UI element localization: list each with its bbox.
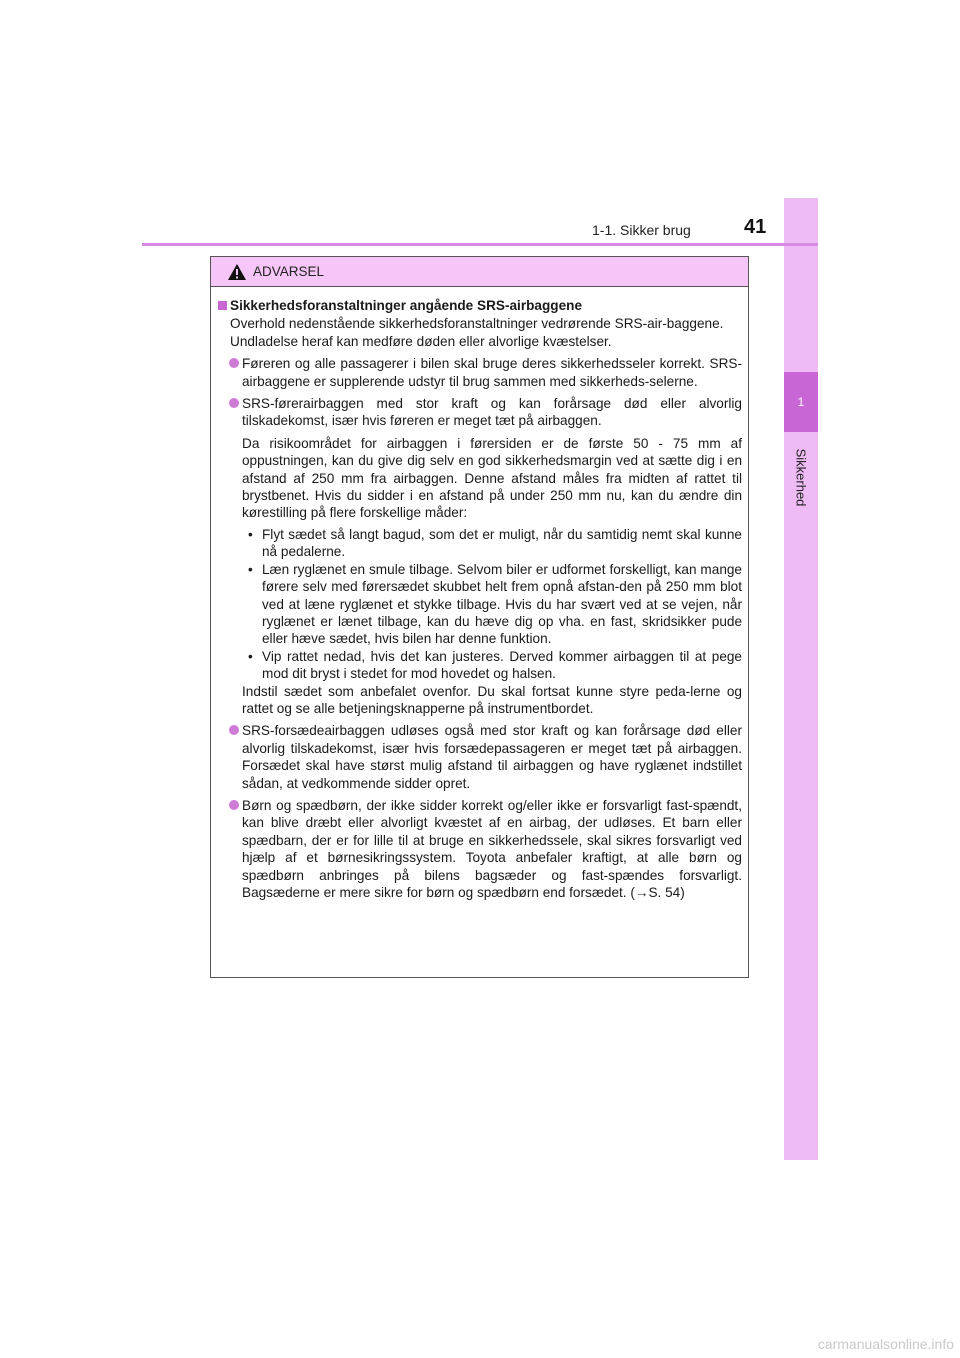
circle-bullet-icon — [229, 800, 239, 810]
warning-header — [211, 257, 748, 287]
list-item — [218, 355, 742, 390]
list-item-text: SRS-forsædeairbaggen udløses også med stor kraft og kan forårsage død eller alvorlig tilskadekomst, især hvis forsædepassageren er meget tæt på airbaggen. Forsædet skal have størst mulig afstand til airbaggen og have ryglænet indstillet sådan, at vedkommende sidder opret. — [242, 723, 742, 791]
adjustment-list — [218, 526, 742, 683]
circle-bullet-icon — [229, 725, 239, 735]
list-item — [218, 722, 742, 792]
circle-bullet-icon — [229, 358, 239, 368]
watermark: carmanualsonline.info — [817, 1336, 954, 1352]
list-item — [218, 797, 742, 901]
warning-heading-text: Sikkerhedsforanstaltninger angående SRS-airbaggene — [230, 298, 583, 313]
section-title: 1-1. Sikker brug — [592, 222, 691, 238]
chapter-number: 1 — [797, 395, 805, 409]
warning-body — [211, 287, 748, 901]
list-item — [218, 395, 742, 430]
list-item-text: Føreren og alle passagerer i bilen skal bruge deres sikkerhedsseler korrekt. SRS-airbaggene er supplerende udstyr til brug sammen med sikkerheds-selerne. — [242, 356, 742, 389]
list-item-text: Vip rattet nedad, hvis det kan justeres. Derved kommer airbaggen til at pege mod dit bryst i stedet for mod hovedet og halsen. — [262, 648, 742, 682]
chapter-title: Sikkerhed — [793, 448, 809, 506]
page-number: 41 — [744, 216, 767, 238]
chapter-title-tab — [784, 432, 818, 522]
list-item — [218, 648, 742, 683]
chapter-number-tab[interactable] — [784, 372, 818, 432]
list-item-text: SRS-førerairbaggen med stor kraft og kan forårsage død eller alvorlig tilskadekomst, især hvis føreren er meget tæt på airbaggen. — [242, 396, 742, 429]
warning-title: ADVARSEL — [253, 264, 325, 279]
chapter-sidebar — [784, 198, 818, 1160]
seat-paragraph: Indstil sædet som anbefalet ovenfor. Du skal fortsat kunne styre peda-lerne og rattet og se alle betjeningsknapperne på instrumentbordet. — [242, 683, 742, 716]
warning-triangle-icon — [227, 263, 247, 281]
header-divider — [142, 243, 818, 246]
dot-bullet-icon: • — [248, 526, 253, 542]
circle-bullet-icon — [229, 398, 239, 408]
intro-paragraph: Undladelse heraf kan medføre døden eller alvorlige kvæstelser. — [230, 333, 612, 349]
square-bullet-icon — [218, 301, 227, 310]
list-item-text: Flyt sædet så langt bagud, som det er muligt, når du samtidig nemt skal kunne nå pedalerne. — [262, 526, 742, 560]
list-item — [218, 526, 742, 561]
dot-bullet-icon: • — [248, 648, 253, 664]
warning-box — [210, 256, 749, 978]
detail-paragraph: Da risikoområdet for airbaggen i førersiden er de første 50 - 75 mm af oppustningen, kan du give dig selv en god sikkerhedsmargin ved at sætte dig i en afstand af 250 mm fra airbaggen. Denne afstand måles fra midten af rattet til brystbenet. Hvis du sidder i en afstand på under 250 mm nu, kan du ændre din kørestilling på flere forskellige måder: — [242, 435, 742, 521]
warning-heading — [218, 297, 742, 314]
list-item — [218, 561, 742, 648]
dot-bullet-icon: • — [248, 561, 253, 577]
list-item-text: Læn ryglænet en smule tilbage. Selvom biler er udformet forskelligt, kan mange førere selv med førersædet skubbet helt frem opnå afstan-den på 250 mm blot ved at læne ryglænet et stykke tilbage. Hvis du har svært ved at se vejen, når ryglænet er lænet tilbage, kan du hæve dig op vha. en fast, skridsikker pude eller hæve sædet, hvis bilen har denne funktion. — [262, 561, 742, 647]
intro-paragraph: Overhold nedenstående sikkerhedsforanstaltninger vedrørende SRS-air-baggene. — [230, 316, 724, 332]
list-item-text: Børn og spædbørn, der ikke sidder korrekt og/eller ikke er forsvarligt fast-spændt, kan blive dræbt eller alvorligt kvæstet af en airbag, der udløses. Et barn eller spædbarn, der er for lille til at bruge en sikkerhedssele, skal sikres forsvarligt ved hjælp af et børnesikringssystem. Toyota anbefaler kraftigt, at alle børn og spædbørn anbringes på bilens bagsæder og fast-spændes forsvarligt. Bagsæderne er mere sikre for børn og spædbørn end forsædet. (→S. 54) — [242, 797, 742, 900]
